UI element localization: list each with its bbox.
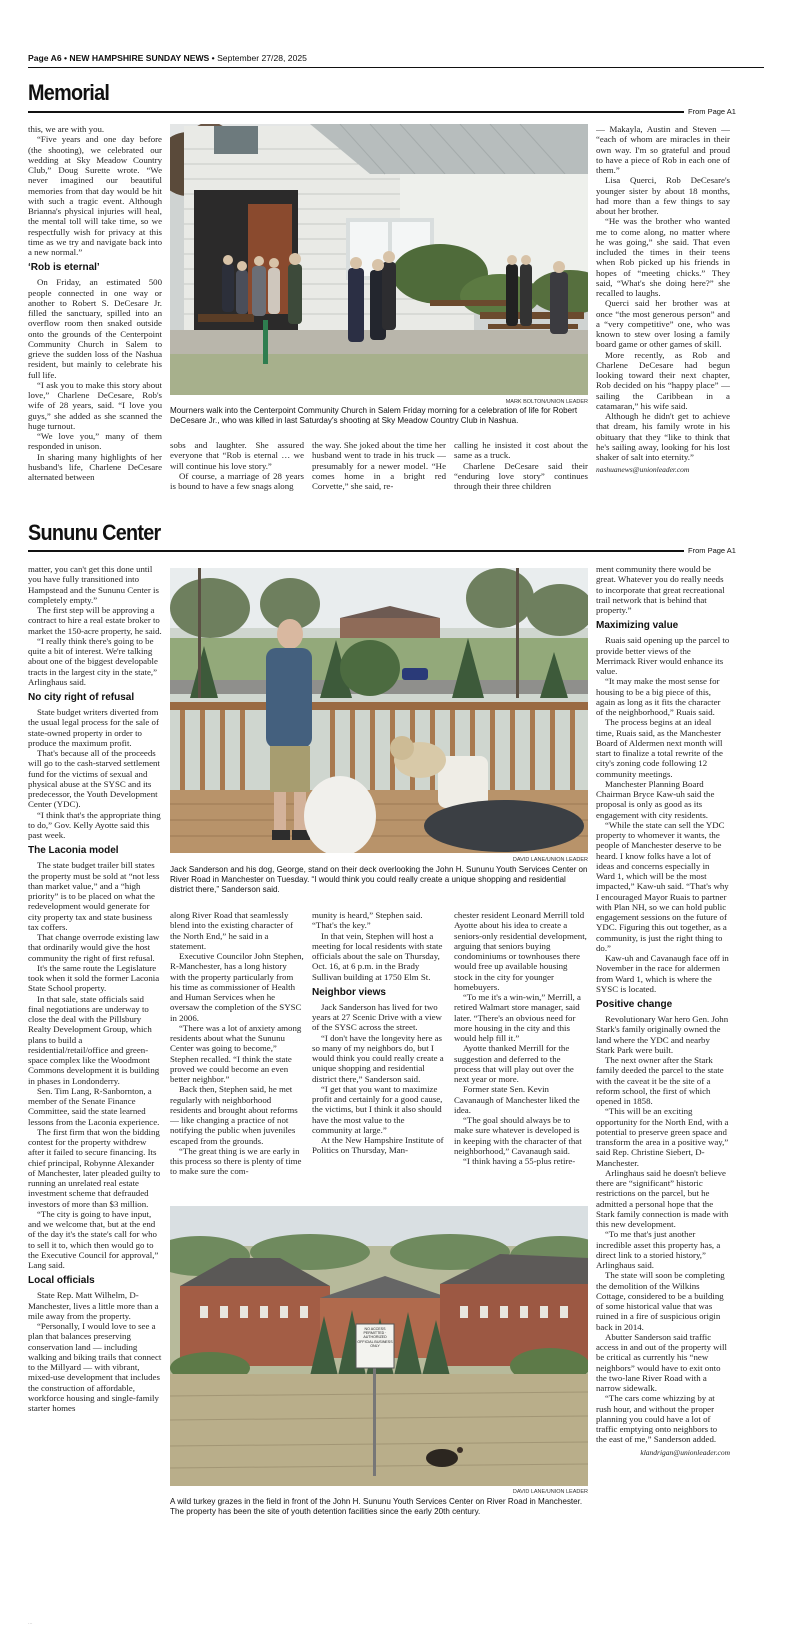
sununu-photo1-credit: DAVID LANE/UNION LEADER — [512, 857, 588, 863]
article-paragraph: matter, you can't get this done until you have fully transitioned into Hampstead and the Sununu Center is completely empty.” — [28, 564, 159, 605]
article-paragraph: “I don't have the longevity here as so many of my neighbors do, but I would think you could really create a unique shopping and residential district there,” Sanderson said. — [312, 1032, 444, 1084]
author-email: klandrigan@unionleader.com — [640, 1447, 730, 1457]
section-subhead: Neighbor views — [312, 986, 386, 998]
article-paragraph: The state will soon be completing the demolition of the Wilkins Cottage, considered to be a building of some historical value that was ruined in a fire of suspicious origin back in 2014. — [596, 1270, 725, 1332]
sununu-jump: From Page A1 — [688, 546, 736, 555]
article-paragraph: Querci said her brother was at once “the most generous person” and a “very competitive” one, who was known to stew over losing a family board game or other games of skill. — [596, 298, 730, 350]
article-paragraph: — Makayla, Austin and Steven — “each of whom are miracles in their own way. I'm so grateful and proud to have a piece of Rob in each one of them.” — [596, 124, 730, 175]
article-paragraph: Abutter Sanderson said traffic access in and out of the property will be critical as currently his “new neighbors” would have to exit onto the two-lane River Road with a narrow sidewalk. — [596, 1331, 727, 1393]
sununu-column-1 — [28, 564, 162, 1518]
article-paragraph: Arlinghaus said he doesn't believe there are “significant” historic restrictions on the parcel, but he admitted a personal hope that the Stark family connection is made with this new development. — [596, 1167, 729, 1229]
memorial-column-3 — [312, 440, 446, 498]
author-email: nashuanews@unionleader.com — [596, 465, 690, 475]
sununu-headline: Sununu Center — [28, 520, 161, 545]
article-paragraph: “This will be an exciting opportunity for the North End, with a potential to preserve green space and transform the area in a positive way,” said Rep. Christine Siebert, D-Manchester. — [596, 1106, 729, 1168]
article-paragraph: At the New Hampshire Institute of Politics on Thursday, Man- — [312, 1135, 444, 1156]
folio-text: Page A6 • NEW HAMPSHIRE SUNDAY NEWS • — [28, 53, 215, 63]
article-paragraph: “He was the brother who wanted me to come along, no matter where he was going,” she said. That even included the times in their teens when Rob picked up his friends in hopes of “meeting chicks.” They said, “What's she doing here?” she recalled to laughs. — [596, 216, 730, 298]
sununu-photo2-credit: DAVID LANE/UNION LEADER — [512, 1489, 588, 1495]
article-paragraph: “The goal should always be to make sure whatever is developed is in keeping with the character of that neighborhood,” Cavanaugh said. — [454, 1115, 582, 1156]
memorial-photo — [170, 124, 588, 395]
page-folio — [28, 53, 307, 63]
sununu-column-4 — [454, 910, 588, 1194]
article-paragraph: “The great thing is we are early in this process so there is plenty of time to make sure the com- — [170, 1145, 302, 1177]
article-paragraph: “There was a lot of anxiety among residents about what the Sununu Center was going to become,” Stephen recalled. “I think the state proved we could become an even better neighbor.” — [170, 1022, 302, 1084]
article-paragraph: ment community there would be great. Whatever you do really needs to incorporate that great recreational trail network that is behind that property.” — [596, 564, 725, 615]
article-paragraph: More recently, as Rob and Charlene DeCesare had begun looking toward their next chapter, Rob decided on his “happy place” — sailing the Caribbean in a catamaran,” his wife said. — [596, 349, 730, 411]
memorial-headline: Memorial — [28, 80, 110, 105]
section-subhead: ‘Rob is eternal’ — [28, 262, 100, 274]
article-paragraph: chester resident Leonard Merrill told Ayotte about his idea to create a seniors-only residential development, arguing that seniors buying condominiums or townhouses there would free up available housing stock in the city for younger homebuyers. — [454, 910, 587, 992]
article-paragraph: “To me it's a win-win,” Merrill, a retired Walmart store manager, said later. “There's an obvious need for more housing in the city and this would help fill it.” — [454, 992, 581, 1043]
article-paragraph: “I think having a 55-plus retire- — [463, 1156, 576, 1166]
article-paragraph: In that vein, Stephen will host a meeting for local residents with state officials about the sale on Thursday, Oct. 16, at 6 p.m. in the Brady Sullivan building at 1750 Elm St. — [312, 930, 443, 982]
article-paragraph: State Rep. Matt Wilhelm, D-Manchester, lives a little more than a mile away from the property. — [28, 1290, 159, 1321]
sununu-photo-deck — [170, 568, 588, 853]
section-subhead: The Laconia model — [28, 845, 119, 857]
article-paragraph: Ruais said opening up the parcel to provide better views of the Merrimack River would enhance its value. — [596, 635, 730, 676]
article-paragraph: Executive Councilor John Stephen, R-Manchester, has a long history with the property particularly from his time as commissioner of Health and Human Services when he oversaw the completion of the SYSC in 2006. — [170, 951, 304, 1023]
article-paragraph: “The cars come whizzing by at rush hour, and without the proper planning you could have a lot of traffic emptying onto neighbors to the east of me,” Sanderson added. — [596, 1393, 718, 1445]
sununu-column-2 — [170, 910, 304, 1194]
sununu-column-3 — [312, 910, 446, 1194]
article-paragraph: along River Road that seamlessly blend into the existing character of the North End,” he said in a statement. — [170, 910, 294, 951]
article-paragraph: Back then, Stephen said, he met regularly with neighborhood residents and brought about reforms — like changing a practice of not notifying the public when juveniles escaped from the grounds. — [170, 1084, 298, 1146]
article-paragraph: The first firm that won the bidding contest for the property withdrew after it failed to secure financing. Its chief principal, Robynne Alexander of Manchester, later pleaded guilty to running an unrelated real estate investment scheme that defrauded investors of more than $3 million. — [28, 1126, 161, 1209]
article-paragraph: In sharing many highlights of her husband's life, Charlene DeCesare alternated between — [28, 451, 162, 482]
article-paragraph: The next owner after the Stark family deeded the parcel to the state with the caveat it be the site of a reform school, the first of which opened in 1858. — [596, 1055, 724, 1106]
article-paragraph: “We love you,” many of them responded in unison. — [28, 431, 162, 452]
article-paragraph: this, we are with you. — [28, 124, 105, 134]
article-paragraph: State budget writers diverted from the usual legal process for the sale of state-owned property in order to produce the maximum profit. — [28, 707, 159, 748]
section-subhead: Positive change — [596, 999, 673, 1010]
article-paragraph: Manchester Planning Board Chairman Bryce Kaw-uh said the proposal is only as good as its engagement with city residents. — [596, 778, 715, 820]
article-paragraph: The process begins at an ideal time, Ruais said, as the Manchester Board of Aldermen next month will start to finalize a total rewrite of the city's zoning code following 12 community meetings. — [596, 717, 723, 779]
article-paragraph: sobs and laughter. She assured everyone that “Rob is eternal … we will continue his love story.” — [170, 440, 304, 471]
article-paragraph: calling he insisted it cost about the same as a truck. — [454, 440, 588, 461]
article-paragraph: On Friday, an estimated 500 people connected in one way or another to Robert S. DeCesare Jr. filled the sanctuary, spilled into an overflow room then snaked outside onto the grounds of the Centerpoint Community Church in Salem to grieve the sudden loss of the Nashua resident, but mainly to celebrate his full life. — [28, 277, 162, 380]
article-paragraph: munity is heard,” Stephen said. “That's the key.” — [312, 910, 423, 931]
sununu-photo2-caption: A wild turkey grazes in the field in front of the John H. Sununu Youth Services Center on River Road in Manchester. The property has been the site of youth detention facilities since the early 20th century. — [170, 1497, 583, 1517]
article-paragraph: Kaw-uh and Cavanaugh face off in November in the race for aldermen from Ward 1, which is where the SYSC is located. — [596, 953, 729, 994]
no-access-sign: NO ACCESS PERMITTED · AUTHORIZED OFFICIAL BUSINESS ONLY — [357, 1327, 393, 1348]
memorial-column-5 — [596, 124, 730, 498]
page-footer-mark: ... — [28, 1620, 33, 1626]
article-paragraph: the way. She joked about the time her husband went to trade in his truck — presumably for a newer model. “He comes home in a bright red Corvette,” she said, re- — [312, 440, 446, 491]
sununu-column-5 — [596, 564, 730, 1518]
memorial-photo-caption: Mourners walk into the Centerpoint Community Church in Salem Friday morning for a celebration of life for Robert DeCesare Jr., who was killed in last Saturday's shooting at Sky Meadow Country Club in Nashua. — [170, 406, 578, 426]
sununu-photo1-caption: Jack Sanderson and his dog, George, stand on their deck overlooking the John H. Sununu Youth Services Center on River Road in Manchester on Tuesday. “I would think you could really create a unique shopping and residential district there,” Sanderson said. — [170, 865, 588, 895]
memorial-photo-credit: MARK BOLTON/UNION LEADER — [505, 399, 588, 405]
article-paragraph: Charlene DeCesare said their “enduring love story” continues through their three children — [454, 460, 588, 491]
memorial-column-1 — [28, 124, 162, 502]
article-paragraph: “I get that you want to maximize profit and certainly for a good cause, the victims, but I think it also should have the most value to the community at large.” — [312, 1083, 443, 1135]
article-paragraph: That's because all of the proceeds will go to the cash-starved settlement fund for the victims of sexual and physical abuse at the SYSC and its predecessor, the Youth Development Center (YDC). — [28, 748, 160, 810]
article-paragraph: “To me that's just another incredible asset this property has, a direct link to a storied history,” Arlinghaus said. — [596, 1229, 721, 1270]
memorial-column-4 — [454, 440, 588, 498]
article-paragraph: “I think that's the appropriate thing to do,” Gov. Kelly Ayotte said this past week. — [28, 809, 161, 840]
header-rule — [28, 67, 764, 68]
sununu-headline-rule — [28, 550, 684, 552]
article-paragraph: “Personally, I would love to see a plan that balances preserving conservation land — including walking and biking trails that connect to the Millyard — with vibrant, mixed-use development that includes the construction of affordable, workforce housing and single-family starter homes — [28, 1321, 162, 1413]
article-paragraph: “The city is going to have input, and we welcome that, but at the end of the day it's the state's call for who to sell it to, which then would go to the Executive Council for approval,” Lang said. — [28, 1208, 159, 1270]
section-subhead: No city right of refusal — [28, 692, 135, 703]
article-paragraph: “It may make the most sense for housing to be a big piece of this, again as long as it fits the character of the neighborhood,” Ruais said. — [596, 676, 721, 717]
article-paragraph: In that sale, state officials said final negotiations are underway to close the deal with the Pillsbury Realty Development Group, which plans to build a residential/retail/office and green-space complex like the Woodmont Commons development it is building in phases in Londonderry. — [28, 993, 160, 1086]
section-subhead: Maximizing value — [596, 620, 679, 632]
article-paragraph: Lisa Querci, Rob DeCesare's younger sister by about 18 months, had more than a few things to say about her brother. — [596, 175, 730, 216]
article-paragraph: “Five years and one day before (the shooting), we celebrated our wedding at Sky Meadow Country Club,” Doug Surette wrote. “We never imagined our beautiful memories from that day would be hit with such a tragic event. Although Brianna's physical injuries will heal, the mental toll will take time, so we respectfully wish for privacy at this time as we try and navigate back into a new normal.” — [28, 134, 162, 257]
memorial-jump: From Page A1 — [688, 107, 736, 116]
article-paragraph: Revolutionary War hero Gen. John Stark's family originally owned the land where the YDC and nearby Stark Park were built. — [596, 1014, 729, 1055]
article-paragraph: Former state Sen. Kevin Cavanaugh of Manchester liked the idea. — [454, 1084, 580, 1115]
memorial-headline-rule — [28, 111, 684, 113]
article-paragraph: Ayotte thanked Merrill for the suggestion and deferred to the process that will play out over the next year or more. — [454, 1043, 574, 1084]
article-paragraph: The first step will be approving a contract to hire a real estate broker to market the 150-acre property, he said. — [28, 605, 162, 636]
article-paragraph: Although he didn't get to achieve that dream, his family wrote in his obituary that they “like to think that he's sailing away, looking for his lost shaker of salt into eternity.” — [596, 411, 730, 462]
article-paragraph: “I really think there's going to be quite a bit of interest. We're talking about one of the biggest developable tracts in the largest city in the state,” Arlinghaus said. — [28, 635, 158, 687]
folio-date: September 27/28, 2025 — [217, 53, 307, 63]
article-paragraph: “While the state can sell the YDC property to whomever it wants, the people of Manchester deserve to be heard. I know folks have a lot of ideas and concerns especially in Ward 1, which will be the most impacted,” Kaw-uh said. “That's why I encouraged Mayor Ruais to partner with Plan NH, so we can hold public engagement sessions on the future of YDC. Figuring this out together, as a community, is just the right thing to do.” — [596, 819, 729, 953]
section-subhead: Local officials — [28, 1275, 95, 1287]
article-paragraph: The state budget trailer bill states the property must be sold at “not less than market value,” and a “high priority” is to be placed on what the redevelopment would generate for city property tax and state business tax coffers. — [28, 860, 160, 932]
article-paragraph: Sen. Tim Lang, R-Sanbornton, a member of the Senate Finance Committee, said the state learned lessons from the Laconia experience. — [28, 1085, 160, 1127]
article-paragraph: Jack Sanderson has lived for two years at 27 Scenic Drive with a view of the SYSC across the street. — [312, 1001, 442, 1033]
article-paragraph: That change overrode existing law that ordinarily would give the host community the right of first refusal. — [28, 932, 160, 963]
deck-photo-illustration — [170, 568, 588, 853]
article-paragraph: Of course, a marriage of 28 years is bound to have a few snags along — [170, 470, 304, 491]
article-paragraph: It's the same route the Legislature took when it sold the former Laconia State School property. — [28, 962, 160, 994]
memorial-column-2 — [170, 440, 304, 498]
article-paragraph: “I ask you to make this story about love,” Charlene DeCesare, Rob's wife of 28 years, said. “I love you guys,” she added as she scanned the huge turnout. — [28, 379, 162, 431]
church-photo-illustration — [170, 124, 588, 395]
